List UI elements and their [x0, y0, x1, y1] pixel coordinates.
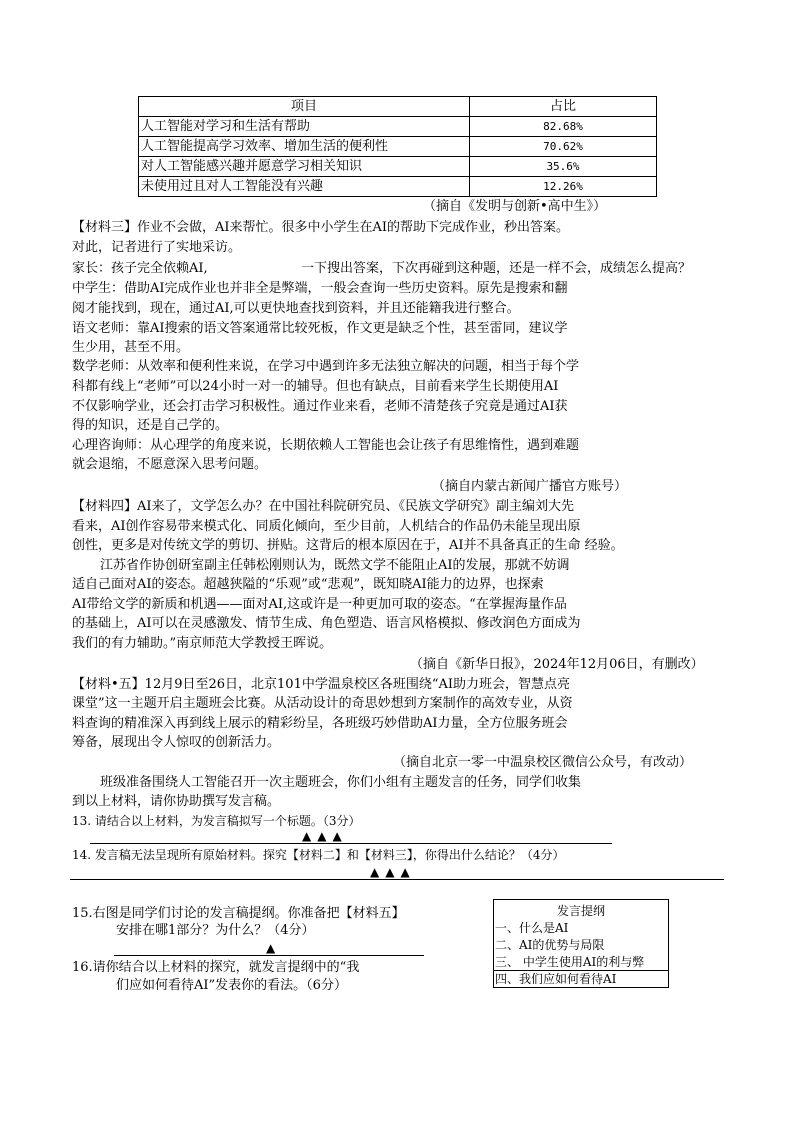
- answer-line[interactable]: [114, 955, 424, 956]
- material-5-line: 【材料•五】12月9日至26日，北京101中学温泉校区各班围绕“AI助力班会，智慧点亮: [72, 677, 571, 692]
- table-row: [139, 157, 657, 177]
- outline-item: 二、AI的优势与局限: [495, 938, 605, 952]
- answer-marker-triangles: ▲▲▲: [370, 865, 416, 879]
- material-4-line: AI带给文学的新质和机遇——面对AI,这或许是一种更加可取的姿态。“在掌握海量作品: [72, 597, 567, 612]
- material-3-line: 阅才能找到，现在，通过AI,可以更快地查找到资料，并且还能籍我进行整合。: [72, 301, 520, 316]
- outline-title: 发言提纲: [556, 904, 605, 918]
- material-3-line: 科都有线上“老师”可以24小时一对一的辅导。但也有缺点，目前看来学生长期使用AI: [72, 379, 559, 394]
- material-3-parent-speaker: 家长：孩子完全依赖AI,: [72, 261, 208, 276]
- material-5-source: （摘自北京一零一中温泉校区微信公众号，有改动）: [393, 755, 693, 770]
- material-3-line: 生少用，甚至不用。: [72, 340, 190, 355]
- question-15-line: 安排在哪1部分？为什么？（4分）: [116, 923, 315, 938]
- material-3-parent-quote: 一下搜出答案，下次再碰到这种题，还是一样不会，成绩怎么提高？: [301, 261, 692, 276]
- table-cell-item: 人工智能提高学习效率、增加生活的便利性: [139, 137, 470, 157]
- table-cell-ratio: 70.62%: [470, 137, 657, 157]
- answer-marker-triangle: ▲: [266, 941, 276, 955]
- material-3-line: 得的知识，还是自己学的。: [72, 418, 229, 433]
- material-3-line: 不仅影响学业，还会打击学习积极性。通过作业来看，老师不清楚孩子究竟是通过AI获: [72, 399, 568, 414]
- table-header-row: [139, 97, 657, 117]
- material-3-line: 对此，记者进行了实地采访。: [72, 240, 242, 255]
- material-3-line: 就会退缩，不愿意深入思考问题。: [72, 457, 268, 472]
- outline-item: 一、什么是AI: [495, 921, 569, 935]
- table-row: [139, 117, 657, 137]
- outline-item: 四、我们应如何看待AI: [495, 972, 617, 986]
- material-4-line: 我们的有力辅助。”南京师范大学教授王晖说。: [72, 636, 333, 651]
- material-5-line: 筹备，展现出令人惊叹的创新活力。: [72, 735, 281, 750]
- task-intro-line: 到以上材料，请你协助撰写发言稿。: [72, 794, 281, 809]
- answer-line[interactable]: [90, 843, 612, 844]
- question-13: 13. 请结合以上材料，为发言稿拟写一个标题。（3分）: [72, 814, 361, 828]
- material-5-line: 料查询的精准深入再到线上展示的精彩纷呈，各班级巧妙借助AI力量，全方位服务班会: [72, 716, 568, 731]
- table-cell-ratio: 35.6%: [470, 157, 657, 177]
- material-4-line: 江苏省作协创研室副主任韩松刚则认为，既然文学不能阻止AI的发展，那就不妨调: [100, 558, 570, 573]
- table-row: [139, 177, 657, 197]
- answer-marker-triangles: ▲▲▲: [302, 829, 348, 843]
- material-3-line: 数学老师：从效率和便利性来说，在学习中遇到许多无法独立解决的问题，相当于每个学: [72, 359, 580, 374]
- outline-item: 三、 中学生使用AI的利与弊: [495, 955, 645, 969]
- survey-table: [138, 96, 657, 197]
- material-4-line: 创性，更多是对传统文学的剪切、拼贴。这背后的根本原因在于，AI并不具备真正的生命 经验。: [72, 538, 624, 553]
- table-row: [139, 137, 657, 157]
- material-4-line: 适自己面对AI的姿态。超越狭隘的“乐观”或“悲观”，既知晓AI能力的边界，也探索: [72, 577, 544, 592]
- table-header-ratio: 占比: [470, 97, 657, 117]
- material-4-line: 【材料四】AI来了，文学怎么办？在中国社科院研究员、《民族文学研究》副主编刘大先: [72, 499, 575, 514]
- material-4-line: 的基础上，AI可以在灵感激发、情节生成、角色塑造、语言风格模拟、修改润色方面成为: [72, 616, 581, 631]
- material-4-line: 看来，AI创作容易带来模式化、同质化倾向，至少目前，人机结合的作品仍未能呈现出原: [72, 519, 581, 534]
- speech-outline-box: [493, 899, 669, 988]
- material-3-line: 心理咨询师：从心理学的角度来说，长期依赖人工智能也会让孩子有思维惰性，遇到难题: [72, 438, 580, 453]
- table-cell-ratio: 12.26%: [470, 177, 657, 197]
- table-cell-ratio: 82.68%: [470, 117, 657, 137]
- answer-line[interactable]: [70, 879, 724, 880]
- material-2-source: （摘自《发明与创新•高中生》）: [423, 199, 607, 214]
- material-5-line: 课堂”这一主题开启主题班会比赛。从活动设计的奇思妙想到方案制作的高效专业，从资: [72, 696, 573, 711]
- question-16-line: 16.请你结合以上材料的探究，就发言提纲中的“我: [72, 960, 360, 975]
- table-cell-item: 对人工智能感兴趣并愿意学习相关知识: [139, 157, 470, 177]
- table-cell-item: 人工智能对学习和生活有帮助: [139, 117, 470, 137]
- question-14: 14. 发言稿无法呈现所有原始材料。探究【材料二】和【材料三】，你得出什么结论？（4分）: [72, 848, 565, 862]
- table-header-item: 项目: [139, 97, 470, 117]
- material-3-line: 中学生：借助AI完成作业也并非全是弊端，一般会查询一些历史资料。原先是搜索和翻: [72, 281, 568, 296]
- material-3-source: （摘自内蒙古新闻广播官方账号）: [432, 479, 628, 494]
- material-4-source: （摘自《新华日报》，2024年12月06日，有删改）: [410, 657, 704, 672]
- material-3-line: 【材料三】作业不会做，AI来帮忙。很多中小学生在AI的帮助下完成作业，秒出答案。: [72, 220, 570, 235]
- question-16-line: 们应如何看待AI”发表你的看法。（6分）: [116, 978, 347, 993]
- question-15-line: 15.右图是同学们讨论的发言稿提纲。你准备把【材料五】: [72, 906, 405, 921]
- table-cell-item: 未使用过且对人工智能没有兴趣: [139, 177, 470, 197]
- material-3-line: 语文老师：靠AI搜索的语文答案通常比较死板，作文更是缺乏个性，甚至雷同，建议学: [72, 321, 568, 336]
- task-intro-line: 班级准备围绕人工智能召开一次主题班会，你们小组有主题发言的任务，同学们收集: [100, 775, 582, 790]
